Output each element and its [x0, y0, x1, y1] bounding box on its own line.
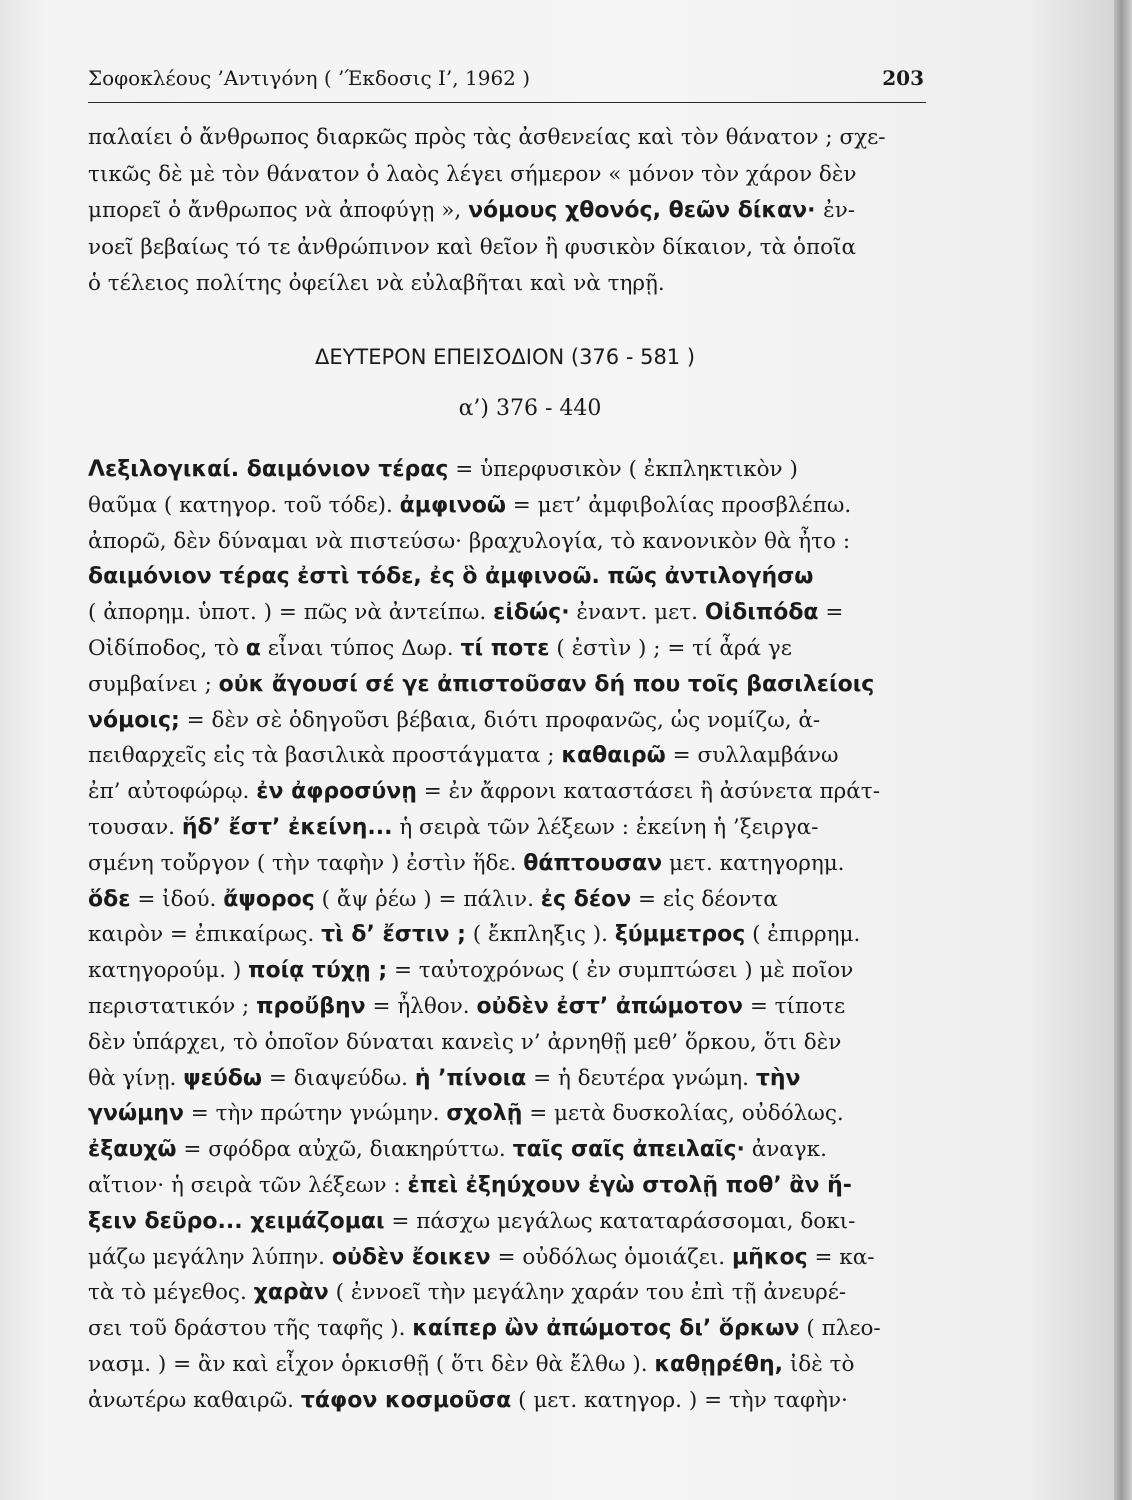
- headword: ἐπεὶ ἐξηύχουν ἐγὼ στολῇ ποθ’ ἂν ἥ-: [407, 1172, 852, 1198]
- headword: καθαιρῶ: [561, 743, 666, 769]
- glossary-paragraph: [88, 452, 928, 1419]
- definition-text: ἡ σειρὰ τῶν λέξεων : ἐκείνη ἡ ’ξειργα-: [392, 814, 819, 840]
- headword: ποίᾳ τύχῃ ;: [248, 958, 388, 984]
- intro-line: [88, 266, 928, 303]
- definition-text: ( πλεο-: [799, 1316, 881, 1342]
- headword: τὶ δ’ ἔστιν ;: [321, 922, 466, 948]
- definition-text: =: [818, 600, 844, 626]
- glossary-line: [88, 1347, 928, 1383]
- running-header: [88, 66, 926, 98]
- intro-text: ὁ τέλειος πολίτης ὀφείλει νὰ εὐλαβῆται καὶ νὰ τηρῇ.: [88, 271, 665, 296]
- running-title: Σοφοκλέους ’Αντιγόνη ( ’Έκδοσις Ι’, 1962 ): [88, 66, 531, 90]
- definition-text: σμένη τοὔργον ( τὴν ταφὴν ) ἐστὶν ἥδε.: [88, 850, 524, 876]
- definition-text: = ταὐτοχρόνως ( ἐν συμπτώσει ) μὲ ποῖον: [387, 958, 854, 984]
- glossary-line: [88, 559, 928, 595]
- glossary-line: [88, 1240, 928, 1276]
- definition-text: ( ἐννοεῖ τὴν μεγάλην χαράν του ἐπὶ τῇ ἀνευρέ-: [328, 1280, 847, 1306]
- definition-text: εἶναι τύπος Δωρ.: [260, 635, 461, 661]
- headword: ταῖς σαῖς ἀπειλαῖς·: [512, 1137, 745, 1163]
- headword: ἡ ’πίνοια: [414, 1065, 527, 1091]
- headword: μῆκος: [731, 1244, 808, 1270]
- headword: α: [245, 635, 261, 661]
- glossary-line: [88, 667, 928, 703]
- definition-text: = δὲν σὲ ὁδηγοῦσι βέβαια, διότι προφανῶς, ὡς νομίζω, ἀ-: [179, 707, 821, 733]
- definition-text: περιστατικόν ;: [88, 993, 257, 1019]
- intro-line: [88, 120, 928, 157]
- glossary-line: [88, 1383, 928, 1419]
- headword: ψεύδω: [183, 1065, 263, 1091]
- glossary-line: [88, 810, 928, 846]
- glossary-line: [88, 595, 928, 631]
- definition-text: τουσαν.: [88, 814, 182, 840]
- glossary-line: [88, 703, 928, 739]
- definition-text: ( μετ. κατηγορ. ) = τὴν ταφὴν·: [511, 1387, 848, 1413]
- definition-text: = ἰδού.: [130, 886, 224, 912]
- headword: ἐξαυχῶ: [88, 1137, 177, 1163]
- definition-text: = ὑπερφυσικὸν ( ἐκπληκτικὸν ): [448, 457, 798, 482]
- definition-text: νασμ. ) = ἂν καὶ εἶχον ὁρκισθῇ ( ὅτι δὲν θὰ ἔλθω ).: [88, 1351, 655, 1377]
- definition-text: = οὐδόλως ὁμοιάζει.: [490, 1244, 732, 1270]
- definition-text: μάζω μεγάλην λύπην.: [88, 1244, 332, 1270]
- glossary-line: [88, 917, 928, 953]
- glossary-line: [88, 1311, 928, 1347]
- definition-text: = ἦλθον.: [365, 993, 477, 1019]
- page-edge: [1114, 0, 1132, 1500]
- section-subtitle: α’) 376 - 440: [458, 396, 602, 421]
- headword: θάπτουσαν: [523, 850, 663, 876]
- definition-text: ἀνωτέρω καθαιρῶ.: [88, 1387, 301, 1413]
- intro-paragraph: [88, 120, 928, 303]
- definition-text: αἴτιον· ἡ σειρὰ τῶν λέξεων :: [88, 1172, 408, 1198]
- headword: γνώμην: [88, 1101, 184, 1127]
- intro-line: [88, 157, 928, 194]
- headword: τάφον κοσμοῦσα: [300, 1387, 512, 1413]
- headword: σχολῇ: [446, 1101, 523, 1127]
- glossary-line: [88, 488, 928, 524]
- definition-text: δὲν ὑπάρχει, τὸ ὁποῖον δύναται κανεὶς ν’ ἀρνηθῇ μεθ’ ὅρκου, ὅτι δὲν: [88, 1029, 842, 1055]
- intro-text: μπορεῖ ὁ ἄνθρωπος νὰ ἀποφύγῃ »,: [88, 198, 469, 223]
- definition-text: = μετ’ ἀμφιβολίας προσβλέπω.: [505, 492, 852, 518]
- headword: καθῃρέθη,: [654, 1351, 784, 1377]
- headword: νόμοις;: [88, 707, 180, 733]
- glossary-line: [88, 1168, 928, 1204]
- glossary-line: [88, 524, 928, 560]
- definition-text: σει τοῦ δράστου τῆς ταφῆς ).: [88, 1316, 413, 1342]
- definition-text: κατηγορούμ. ): [88, 958, 249, 984]
- glossary-line: [88, 774, 928, 810]
- definition-text: ( ἐπιρρημ.: [745, 922, 861, 948]
- definition-text: θὰ γίνῃ.: [88, 1065, 184, 1091]
- glossary-line: [88, 846, 928, 882]
- glossary-line: [88, 631, 928, 667]
- definition-text: καιρὸν = ἐπικαίρως.: [88, 922, 322, 948]
- glossary-line: [88, 738, 928, 774]
- definition-text: = κα-: [807, 1244, 875, 1270]
- intro-text: τικῶς δὲ μὲ τὸν θάνατον ὁ λαὸς λέγει σήμερον « μόνον τὸν χάρον δὲν: [88, 161, 857, 187]
- definition-text: ( ἀπορημ. ὑποτ. ) = πῶς νὰ ἀντείπω.: [88, 600, 494, 626]
- definition-text: = ἡ δευτέρα γνώμη.: [526, 1065, 756, 1091]
- glossary-line: [88, 1204, 928, 1240]
- definition-text: τὰ τὸ μέγεθος.: [88, 1280, 254, 1306]
- definition-text: θαῦμα ( κατηγορ. τοῦ τόδε).: [88, 492, 400, 518]
- headword: ὅδε: [88, 886, 131, 912]
- headword: δαιμόνιον τέρας ἐστὶ τόδε, ἐς ὃ ἀμφινοῶ. πῶς ἀντιλογήσω: [88, 564, 814, 590]
- definition-text: = πάσχω μεγάλως καταταράσσομαι, δοκι-: [384, 1208, 856, 1234]
- headword: Λεξιλογικαί. δαιμόνιον τέρας: [88, 457, 449, 482]
- headword: προὔβην: [256, 993, 366, 1019]
- glossary-line: [88, 452, 928, 488]
- definition-text: μετ. κατηγορημ.: [662, 850, 845, 876]
- section-title: ΔΕΥΤΕΡΟΝ ΕΠΕΙΣΟΔΙΟΝ (376 - 581 ): [314, 345, 696, 369]
- glossary-line: [88, 882, 928, 918]
- definition-text: συμβαίνει ;: [88, 671, 219, 697]
- definition-text: ( ἄψ ῥέω ) = πάλιν.: [314, 886, 541, 912]
- definition-text: = συλλαμβάνω: [665, 743, 839, 769]
- intro-line: [88, 193, 928, 230]
- definition-text: = διαψεύδω.: [262, 1065, 415, 1091]
- headword: ξύμμετρος: [614, 922, 746, 948]
- definition-text: = ἐν ἄφρονι καταστάσει ἢ ἀσύνετα πράτ-: [416, 779, 880, 805]
- intro-text: παλαίει ὁ ἄνθρωπος διαρκῶς πρὸς τὰς ἀσθενείας καὶ τὸν θάνατον ; σχε-: [88, 125, 886, 150]
- headword: Οἰδιπόδα: [704, 600, 819, 626]
- intro-line: [88, 230, 928, 267]
- definition-text: = τὴν πρώτην γνώμην.: [183, 1101, 447, 1127]
- header-rule: [88, 102, 926, 103]
- glossary-line: [88, 1061, 928, 1097]
- headword: ἄψορος: [223, 886, 315, 912]
- definition-text: ἰδὲ τὸ: [783, 1351, 855, 1377]
- headword: ξειν δεῦρο... χειμάζομαι: [88, 1208, 385, 1234]
- definition-text: ( ἐστὶν ) ; = τί ἆρά γε: [549, 635, 792, 661]
- glossary-line: [88, 1132, 928, 1168]
- definition-text: ἐπ’ αὐτοφώρῳ.: [88, 779, 257, 805]
- glossary-line: [88, 1096, 928, 1132]
- glossary-line: [88, 989, 928, 1025]
- headword: οὐκ ἄγουσί σέ γε ἀπιστοῦσαν δή που τοῖς βασιλείοις: [218, 671, 875, 697]
- definition-text: ἀπορῶ, δὲν δύναμαι νὰ πιστεύσω· βραχυλογία, τὸ κανονικὸν θὰ ἦτο :: [88, 528, 851, 554]
- definition-text: ἀναγκ.: [744, 1137, 827, 1163]
- headword: ἀμφινοῶ: [399, 492, 506, 518]
- definition-text: ἐναντ. μετ.: [569, 600, 705, 626]
- intro-headword: νόμους χθονός, θεῶν δίκαν·: [468, 198, 824, 223]
- glossary-line: [88, 953, 928, 989]
- headword: τὴν: [755, 1065, 801, 1091]
- headword: χαρὰν: [253, 1280, 329, 1306]
- headword: εἰδώς·: [493, 600, 570, 626]
- headword: καίπερ ὢν ἀπώμοτος δι’ ὅρκων: [412, 1316, 800, 1342]
- definition-text: πειθαρχεῖς εἰς τὰ βασιλικὰ προστάγματα ;: [88, 743, 562, 769]
- headword: τί ποτε: [460, 635, 550, 661]
- glossary-line: [88, 1275, 928, 1311]
- headword: ἐς δέον: [540, 886, 632, 912]
- definition-text: = τίποτε: [742, 993, 846, 1019]
- headword: οὐδὲν ἔοικεν: [331, 1244, 491, 1270]
- page-number: 203: [882, 66, 924, 90]
- definition-text: = σφόδρα αὐχῶ, διακηρύττω.: [176, 1137, 513, 1163]
- headword: οὐδὲν ἐστ’ ἀπώμοτον: [476, 993, 743, 1019]
- glossary-line: [88, 1025, 928, 1061]
- definition-text: ( ἔκπληξις ).: [465, 922, 615, 948]
- definition-text: = εἰς δέοντα: [631, 886, 778, 912]
- intro-text: ἐν-: [823, 198, 856, 223]
- headword: ἐν ἀφροσύνῃ: [256, 779, 417, 805]
- definition-text: Οἰδίποδος, τὸ: [88, 635, 246, 661]
- definition-text: = μετὰ δυσκολίας, οὐδόλως.: [522, 1101, 844, 1127]
- headword: ἥδ’ ἔστ’ ἐκείνη...: [181, 814, 393, 840]
- intro-text: νοεῖ βεβαίως τό τε ἀνθρώπινον καὶ θεῖον ἢ φυσικὸν δίκαιον, τὰ ὁποῖα: [88, 234, 856, 260]
